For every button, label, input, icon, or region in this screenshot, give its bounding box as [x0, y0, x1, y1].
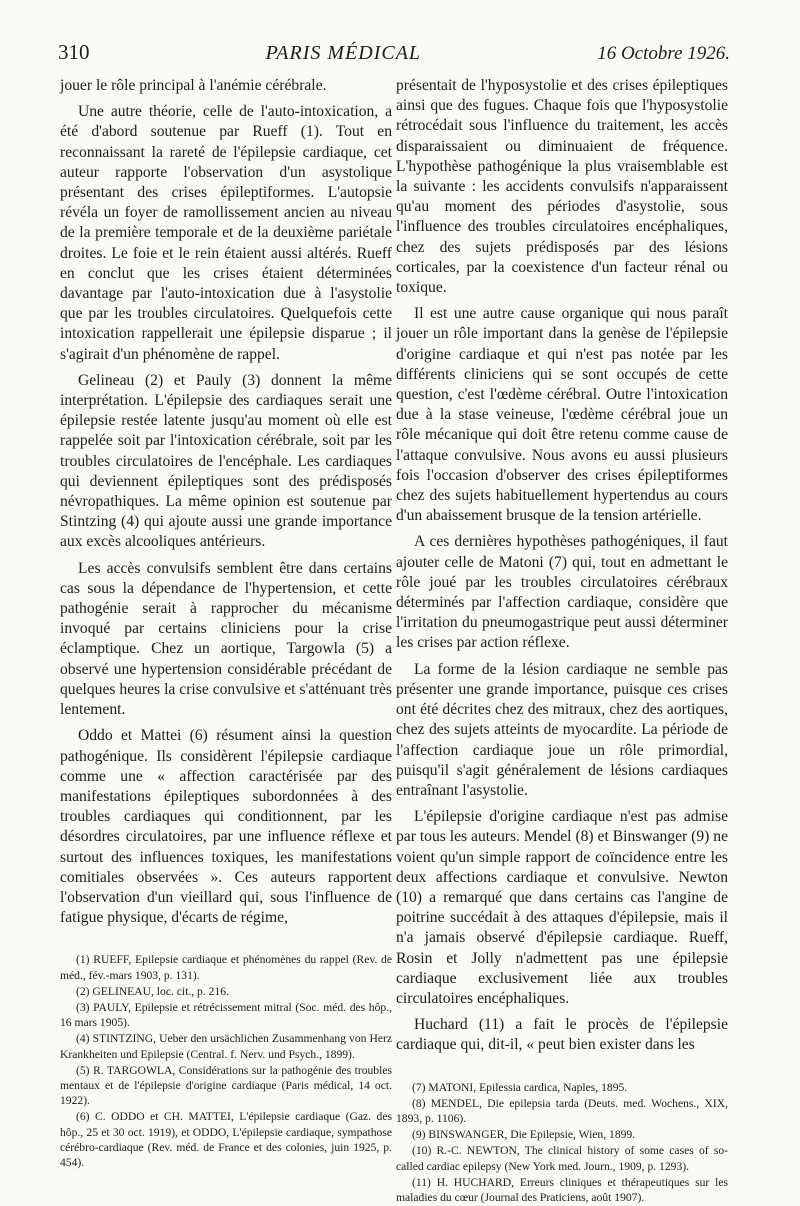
page-header: [58, 40, 730, 72]
footnote: (6) C. ODDO et CH. MATTEI, L'épilepsie cardiaque (Gaz. des hôp., 25 et 30 oct. 1919), et ODDO, L'épilepsie cardiaque, sympathose cérébro-cardiaque (Rev. méd. de France et des colonies, juin 1925, p. 454).: [60, 1110, 392, 1169]
paragraph: Gelineau (2) et Pauly (3) donnent la même interprétation. L'épilepsie des cardiaques serait une épilepsie restée latente jusqu'au moment où elle est rappelée soit par l'intoxication cérébrale, soit par les troubles circulatoires de l'encéphale. Les cardiaques qui deviennent épileptiques sont des prédisposés névropathiques. La même opinion est soutenue par Stintzing (4) qui ajoute aussi une grande importance aux excès alcooliques antérieurs.: [60, 371, 392, 551]
paragraph: Huchard (11) a fait le procès de l'épilepsie cardiaque qui, dit-il, « peut bien exister dans les: [396, 1016, 728, 1054]
left-column: [60, 76, 392, 1171]
paragraph: Une autre théorie, celle de l'auto-intoxication, a été d'abord soutenue par Rueff (1). Tout en reconnaissant la rareté de l'épilepsie cardiaque, cet auteur rapporte l'observation d'un asystolique présentant des crises épileptiformes. L'autopsie révéla un foyer de ramollissement ancien au niveau de la première temporale et de la deuxième pariétale droites. Le foie et le rein étaient aussi altérés. Rueff en conclut que les crises étaient déterminées davantage par l'auto-intoxication due à l'asystolie que par les troubles circulatoires. Quelquefois cette intoxication rappellerait une épilepsie disparue ; il s'agirait d'un phénomène de rappel.: [60, 103, 392, 363]
footnote: (3) PAULY, Epilepsie et rétrécissement mitral (Soc. méd. des hôp., 16 mars 1905).: [60, 1000, 392, 1030]
paragraph: L'épilepsie d'origine cardiaque n'est pas admise par tous les auteurs. Mendel (8) et Binswanger (9) ne voient qu'un simple rapport de coïncidence entre les deux affections cardiaque et convulsive. Newton (10) a remarqué que dans certains cas l'angine de poitrine succédait à des attaques d'épilepsie, mais il n'a jamais observé d'épilepsie cardiaque. Rueff, Rosin et Jolly n'admettent pas une épilepsie cardiaque exclusivement liée aux troubles circulatoires encéphaliques.: [396, 808, 728, 1007]
issue-date: 16 Octobre 1926.: [597, 43, 730, 64]
footnote: (8) MENDEL, Die epilepsia tarda (Deuts. med. Wochens., XIX, 1893, p. 1106).: [396, 1096, 728, 1125]
paragraph: A ces dernières hypothèses pathogéniques, il faut ajouter celle de Matoni (7) qui, tout en admettant le rôle joué par les troubles circulatoires cérébraux déterminés par l'affection cardiaque, considère que l'irritation du pneumogastrique peut aussi déterminer les crises par action réflexe.: [396, 533, 728, 652]
footnote: (7) MATONI, Epilessia cardica, Naples, 1895.: [412, 1080, 628, 1094]
footnotes: [60, 938, 392, 1170]
footnote: (1) RUEFF, Epilepsie cardiaque et phénomènes du rappel (Rev. de méd., fév.-mars 1903, p. 131).: [60, 953, 392, 982]
paragraph: Oddo et Mattei (6) résument ainsi la question pathogénique. Ils considèrent l'épilepsie cardiaque comme une « affection caractérisée par des manifestations épileptiques subordonnées à des troubles cardiaques qui conditionnent, par les désordres circulatoires, par une influence réflexe et surtout des influences toxiques, les manifestations comitiales observées ». Ces auteurs rapportent l'observation d'un vieillard qui, sous l'influence de fatigue physique, d'écarts de régime,: [60, 727, 392, 927]
page-number: 310: [58, 40, 90, 64]
right-column: [396, 76, 728, 1206]
paragraph: jouer le rôle principal à l'anémie cérébrale.: [60, 77, 327, 94]
journal-title: PARIS MÉDICAL: [265, 42, 422, 64]
paragraph: présentait de l'hyposystolie et des crises épileptiques ainsi que des fugues. Chaque fois que l'hyposystolie rétrocédait sous l'influence du traitement, les accès disparaissaient ou diminuaient de fréquence. L'hypothèse pathogénique la plus vraisemblable est la suivante : les accidents convulsifs n'apparaissent qu'au moment des périodes d'asystolie, sous l'influence des troubles circulatoires encéphaliques, chez des sujets prédisposés par des lésions corticales, par la coexistence d'un facteur rénal ou toxique.: [396, 77, 728, 297]
paragraph: Les accès convulsifs semblent être dans certains cas sous la dépendance de l'hypertension, et cette pathogénie serait à rapprocher du mécanisme invoqué par certains cliniciens pour la crise éclamptique. Chez un aortique, Targowla (5) a observé une hypertension considérable précédant de quelques heures la crise convulsive et s'atténuant très lentement.: [60, 559, 392, 719]
footnote: (9) BINSWANGER, Die Epilepsie, Wien, 1899.: [412, 1128, 636, 1142]
footnote: (5) R. TARGOWLA, Considérations sur la pathogénie des troubles mentaux et de l'épilepsie d'origine cardiaque (Paris médical, 14 oct. 1922).: [60, 1063, 392, 1108]
footnote: (2) GELINEAU, loc. cit., p. 216.: [76, 984, 229, 998]
footnote: (10) R.-C. NEWTON, The clinical history of some cases of so-called cardiac epilepsy (New York med. Journ., 1909, p. 1293).: [396, 1144, 728, 1173]
footnote: (4) STINTZING, Ueber den ursächlichen Zusammenhang von Herz Krankheiten und Epilepsie (Central. f. Nerv. und Psych., 1899).: [60, 1032, 392, 1061]
paragraph: Il est une autre cause organique qui nous paraît jouer un rôle important dans la genèse de l'épilepsie d'origine cardiaque et qui n'est pas notée par les différents cliniciens qui se sont occupés de cette question, c'est l'œdème cérébral. Outre l'intoxication due à la stase veineuse, l'œdème cérébral joue un rôle mécanique qui doit être retenu comme cause de l'attaque convulsive. Nous avons eu aussi plusieurs fois l'occasion d'observer des crises épileptiformes chez des sujets habituellement hypertendus au cours d'un abaissement brusque de la tension artérielle.: [396, 305, 728, 525]
paragraph: La forme de la lésion cardiaque ne semble pas présenter une grande importance, puisque ces crises ont été décrites chez des mitraux, chez des aortiques, chez des sujets atteints de myocardite. La période de l'affection cardiaque joue un rôle primordial, puisqu'il s'agit généralement de lésions cardiaques entraînant l'asystolie.: [396, 660, 728, 799]
footnotes: [396, 1066, 728, 1206]
footnote: (11) H. HUCHARD, Erreurs cliniques et thérapeutiques sur les maladies du cœur (Journal des Praticiens, août 1907).: [396, 1175, 728, 1204]
